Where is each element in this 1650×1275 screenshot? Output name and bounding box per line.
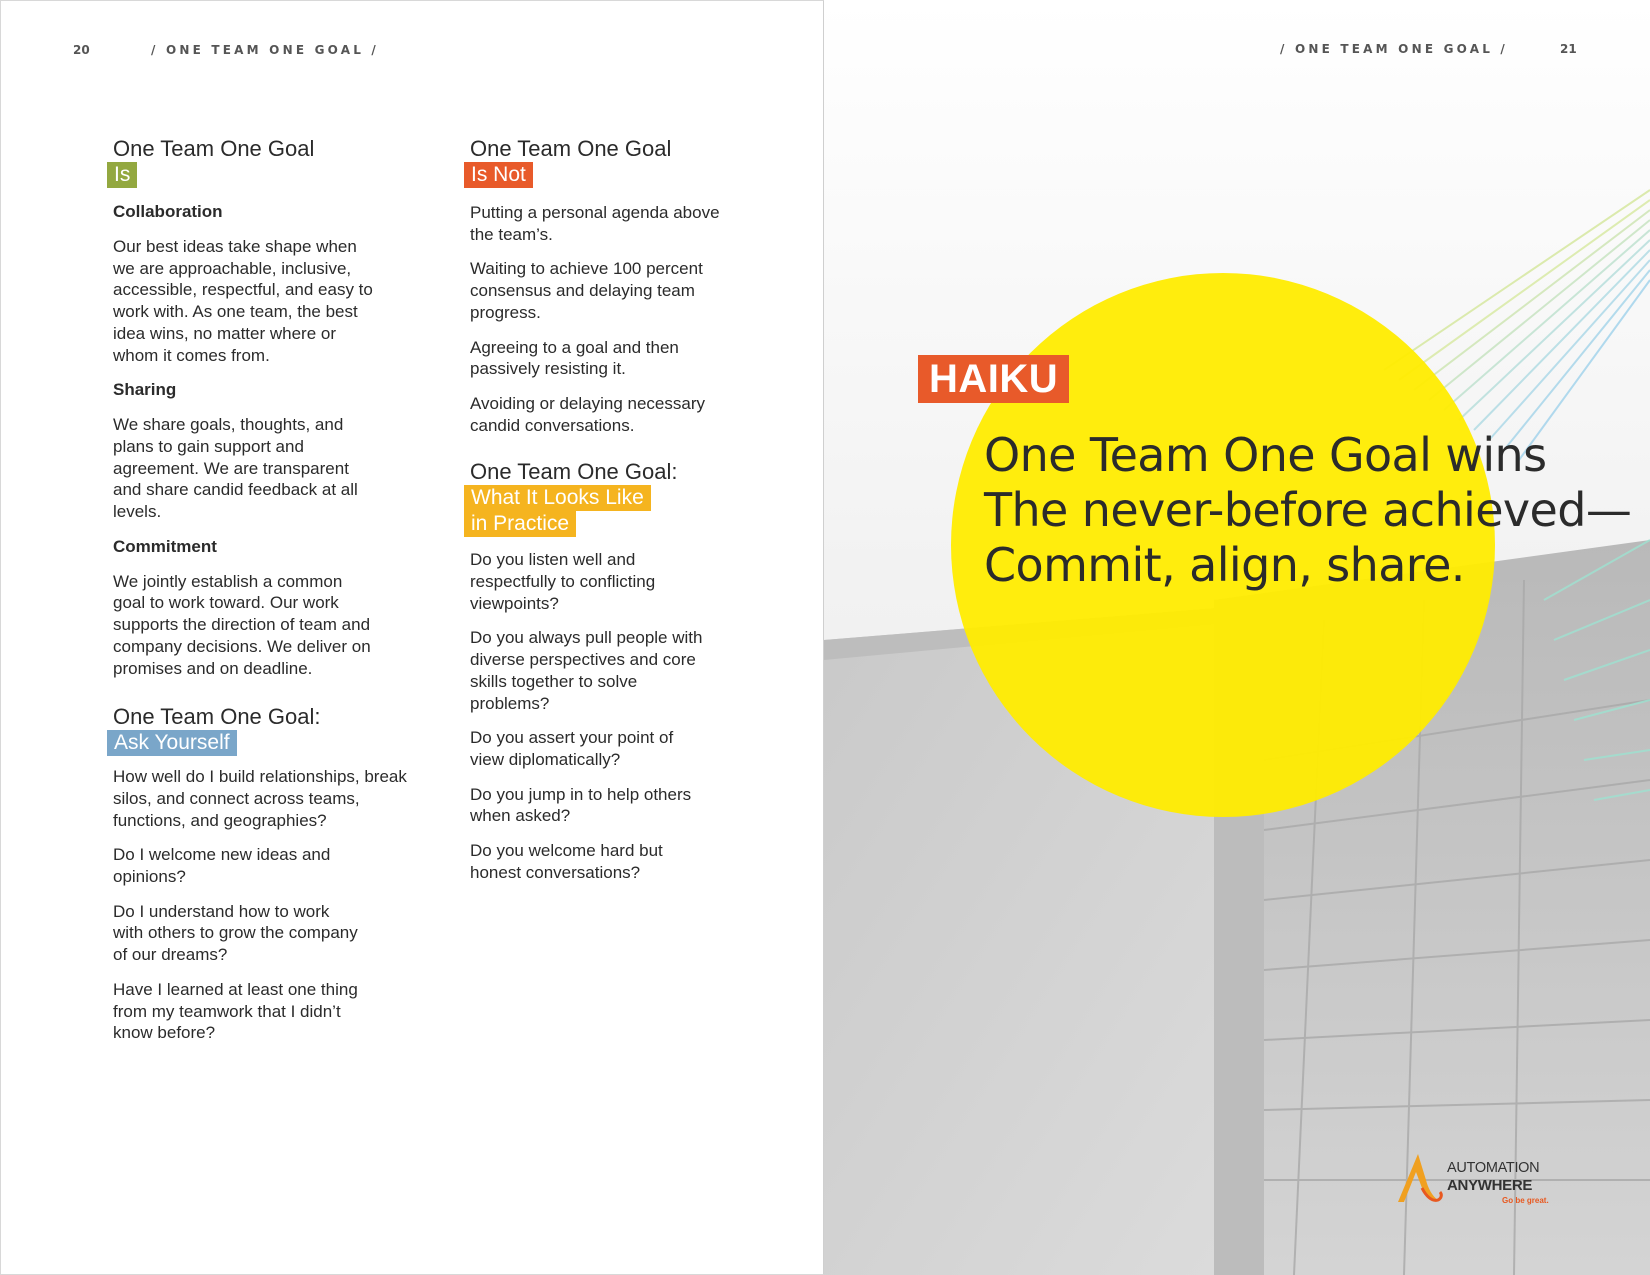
is-not-section	[470, 135, 760, 436]
collaboration-text: Our best ideas take shape when we are approachable, inclusive, accessible, respectful, and easy to work with. As one team, the best idea wins, no matter where or whom it comes from.	[113, 237, 373, 365]
running-head-right: / ONE TEAM ONE GOAL /	[1280, 42, 1509, 56]
logo-line-1: AUTOMATION	[1447, 1160, 1540, 1176]
is-tag: Is	[107, 162, 137, 188]
commitment-heading: Commitment	[113, 536, 217, 556]
ask-yourself-tag: Ask Yourself	[107, 730, 237, 756]
practice-tag-line-2: in Practice	[464, 511, 576, 537]
practice-section-title: One Team One Goal:	[470, 459, 678, 485]
is-not-tag: Is Not	[464, 162, 533, 188]
is-not-item-3: Agreeing to a goal and then passively resisting it.	[470, 337, 679, 379]
ask-item-4: Have I learned at least one thing from my teamwork that I didn’t know before?	[113, 979, 358, 1043]
collaboration-heading: Collaboration	[113, 202, 223, 221]
column-2	[470, 135, 760, 883]
practice-item-5: Do you welcome hard but honest conversations?	[470, 841, 663, 882]
ask-section	[113, 703, 407, 1044]
column-1	[113, 135, 407, 1044]
ask-item-3: Do I understand how to work with others to grow the company of our dreams?	[113, 901, 358, 965]
page-number-right: 21	[1560, 42, 1577, 56]
right-page	[824, 0, 1650, 1275]
ask-section-title: One Team One Goal:	[113, 704, 321, 730]
ask-item-2: Do I welcome new ideas and opinions?	[113, 845, 331, 887]
sharing-heading: Sharing	[113, 380, 177, 400]
commitment-text: We jointly establish a common goal to work toward. Our work supports the direction of team and company decisions. We deliver on promises and on deadline.	[113, 571, 371, 678]
logo-a-mark-icon	[1392, 1150, 1448, 1210]
practice-item-4: Do you jump in to help others when asked?	[470, 784, 692, 826]
ask-item-1: How well do I build relationships, break silos, and connect across teams, functions, and geographies?	[113, 767, 407, 830]
automation-anywhere-logo	[1392, 1150, 1552, 1210]
haiku-line-2: The never-before achieved—	[984, 483, 1632, 537]
haiku-line-3: Commit, align, share.	[984, 538, 1465, 592]
practice-item-3: Do you assert your point of view diplomatically?	[470, 728, 674, 769]
logo-tagline: Go be great.	[1502, 1196, 1549, 1205]
sharing-text: We share goals, thoughts, and plans to gain support and agreement. We are transparent and share candid feedback at all levels.	[113, 415, 358, 522]
running-head-left: / ONE TEAM ONE GOAL /	[151, 43, 380, 57]
is-section-title: One Team One Goal	[113, 136, 315, 161]
practice-section	[470, 458, 760, 883]
practice-tag-line-1: What It Looks Like	[464, 485, 651, 511]
is-not-item-2: Waiting to achieve 100 percent consensus and delaying team progress.	[470, 259, 703, 322]
is-not-item-4: Avoiding or delaying necessary candid conversations.	[470, 393, 705, 435]
page-number-left: 20	[73, 43, 90, 57]
haiku-line-1: One Team One Goal wins	[984, 428, 1547, 482]
building-photo-illustration	[824, 0, 1650, 1275]
is-section	[113, 135, 403, 679]
haiku-label: HAIKU	[918, 355, 1069, 403]
practice-item-1: Do you listen well and respectfully to conflicting viewpoints?	[470, 550, 656, 613]
haiku-text	[984, 428, 1644, 593]
is-not-item-1: Putting a personal agenda above the team’s.	[470, 203, 720, 244]
left-page	[0, 0, 824, 1275]
practice-item-2: Do you always pull people with diverse perspectives and core skills together to solve problems?	[470, 628, 703, 713]
is-not-section-title: One Team One Goal	[470, 136, 672, 161]
logo-line-2: ANYWHERE	[1447, 1177, 1533, 1194]
